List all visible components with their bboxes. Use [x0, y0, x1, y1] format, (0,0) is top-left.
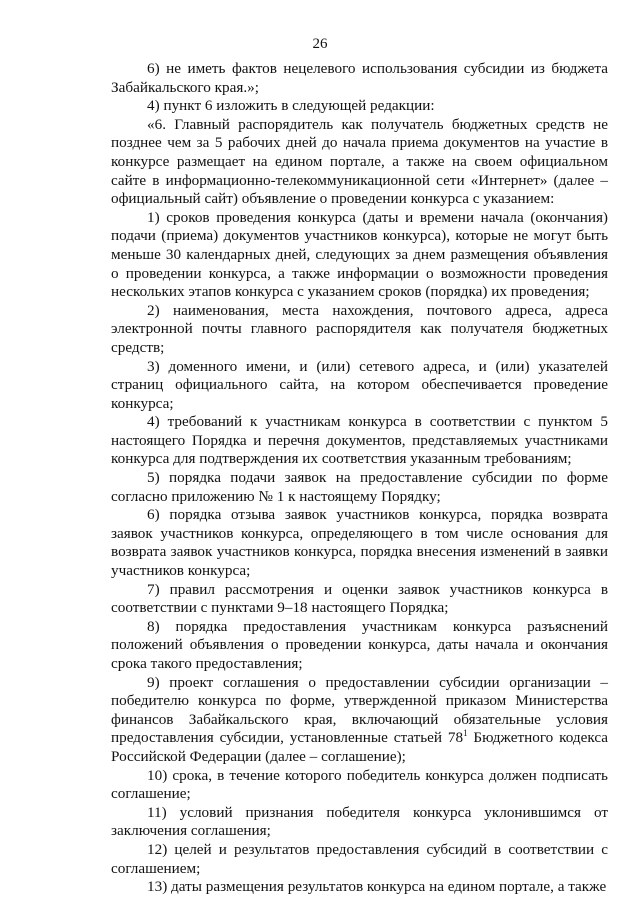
paragraph-list-5: 5) порядка подачи заявок на предоставление субсидии по форме согласно приложению № 1 к настоящему Порядку;	[111, 469, 608, 505]
paragraph-list-2: 2) наименования, места нахождения, почтового адреса, адреса электронной почты главного распорядителя как получателя бюджетных средств;	[111, 301, 608, 356]
paragraph-amendment-4: 4) пункт 6 изложить в следующей редакции:	[147, 97, 435, 115]
paragraph-list-9	[111, 674, 608, 767]
page-number: 26	[312, 36, 328, 52]
paragraph-list-11: 11) условий признания победителя конкурса уклонившимся от заключения соглашения;	[111, 803, 608, 840]
paragraph-list-9-text: 9) проект соглашения о предоставлении субсидии организации – победителю конкурса по форме, утвержденной приказом Министерства финансов Забайкальского края, включающий обязательные условия предоставления субсидии, установленные статьей 78	[111, 673, 608, 747]
paragraph-list-8: 8) порядка предоставления участникам конкурса разъяснений положений объявления о проведении конкурса, даты начала и окончания срока такого предоставления;	[111, 617, 608, 672]
paragraph-list-9-text-end: Бюджетного кодекса Российской Федерации (далее – соглашение);	[111, 729, 608, 765]
article-superscript: 1	[463, 728, 468, 739]
paragraph-list-10: 10) срока, в течение которого победитель конкурса должен подписать соглашение;	[111, 766, 608, 803]
paragraph-item-6-subsidy: 6) не иметь фактов нецелевого использования субсидии из бюджета Забайкальского края.»;	[111, 60, 608, 96]
document-body	[111, 60, 608, 897]
paragraph-list-7: 7) правил рассмотрения и оценки заявок участников конкурса в соответствии с пунктами 9–18 настоящего Порядка;	[111, 580, 608, 617]
paragraph-list-3: 3) доменного имени, и (или) сетевого адреса, и (или) указателей страниц официального сайта, на котором обеспечивается проведение конкурса;	[111, 357, 608, 412]
paragraph-list-12: 12) целей и результатов предоставления субсидий в соответствии с соглашением;	[111, 840, 608, 877]
paragraph-list-13: 13) даты размещения результатов конкурса на едином портале, а также	[147, 878, 607, 896]
paragraph-list-4: 4) требований к участникам конкурса в соответствии с пунктом 5 настоящего Порядка и перечня документов, представляемых участниками конкурса для подтверждения их соответствия указанным требованиям;	[111, 413, 608, 468]
paragraph-list-6: 6) порядка отзыва заявок участников конкурса, порядка возврата заявок участников конкурса, определяющего в том числе основания для возврата заявок участников конкурса, порядка внесения изменений в заявки участников конкурса;	[111, 506, 608, 580]
paragraph-list-1: 1) сроков проведения конкурса (даты и времени начала (окончания) подачи (приема) документов участников конкурса), которые не могут быть меньше 30 календарных дней, следующих за днем размещения объявления о проведении конкурса, а также информации о возможности проведения нескольких этапов конкурса с указанием сроков (порядка) их проведения;	[111, 208, 608, 301]
paragraph-point-6: «6. Главный распорядитель как получатель бюджетных средств не позднее чем за 5 рабочих дней до начала приема документов на участие в конкурсе размещает на едином портале, а также на своем официальном сайте в информационно-телекоммуникационной сети «Интернет» (далее – официальный сайт) объявление о проведении конкурса с указанием:	[111, 115, 608, 208]
